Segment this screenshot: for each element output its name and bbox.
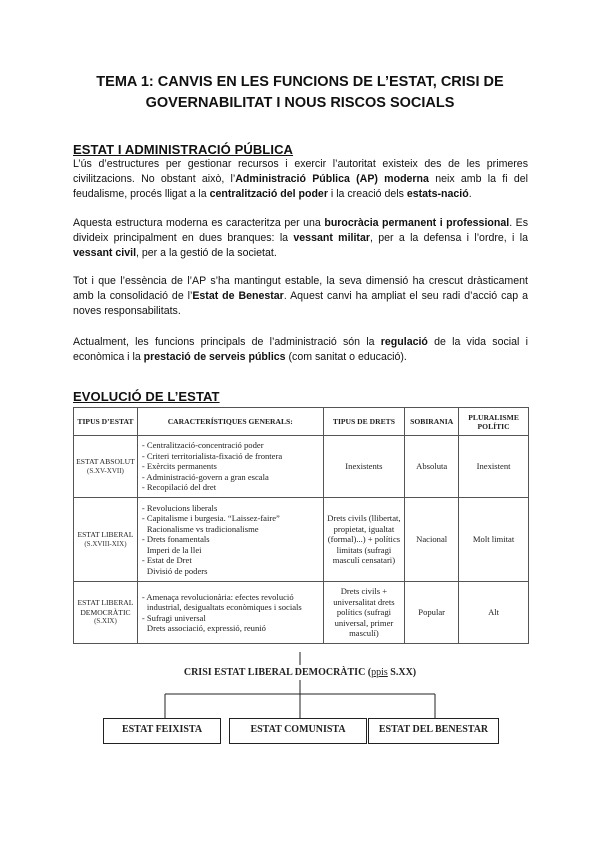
paragraph-welfare: Tot i que l’essència de l’AP s’ha mantingut estable, la seva dimensió ha crescut dràsticament amb la consolidació de l’Estat de Benestar. Aquest canvi ha ampliat el seu radi d’acció cap a noves responsabilitats. [73,275,528,317]
table-header-row [74,408,529,436]
characteristics-cell: - Centralització-concentració poder - Criteri territorialista-fixació de frontera - Exèrcits permanents - Administració-govern a gran escala - Recopilació del dret [137,436,323,498]
header-sobirania: SOBIRANIA [405,408,459,436]
state-name-cell: ESTAT LIBERAL DEMOCRÀTIC (S.XIX) [74,582,138,644]
state-name-cell: ESTAT LIBERAL (S.XVIII-XIX) [74,498,138,582]
pluralism-cell: Alt [459,582,529,644]
sovereignty-cell: Nacional [405,498,459,582]
page-title-line2: GOVERNABILITAT I NOUS RISCOS SOCIALS [145,95,455,111]
pluralism-cell: Inexistent [459,436,529,498]
evolution-table [73,407,529,644]
characteristics-cell: - Amenaça revolucionària: efectes revolució industrial, desigualtats econòmiques i socials - Sufragi universal Drets associació, expressió, reunió [137,582,323,644]
rights-cell: Drets civils + universalitat drets polítics (sufragi universal, primer masculí) [323,582,405,644]
paragraph-origins: L’ús d’estructures per gestionar recursos i exercir l’autoritat existeix des de les primeres civilitzacions. No obstant això, l’Administració Pública (AP) moderna neix amb la fi del feudalisme, procés lligat a la centralització del poder i la creació dels estats-nació. [73,158,528,200]
table-row [74,498,529,582]
header-drets: TIPUS DE DRETS [323,408,405,436]
header-tipus: TIPUS D’ESTAT [74,408,138,436]
sovereignty-cell: Absoluta [405,436,459,498]
paragraph-functions: Actualment, les funcions principals de l’administració són la regulació de la vida social i econòmica i la prestació de serveis públics (com sanitat o educació). [73,336,528,363]
header-caracteristiques: CARACTERÍSTIQUES GENERALS: [137,408,323,436]
rights-cell: Inexistents [323,436,405,498]
sovereignty-cell: Popular [405,582,459,644]
page-title-line1: TEMA 1: CANVIS EN LES FUNCIONS DE L’ESTAT, CRISI DE [96,74,504,90]
box-estat-comunista: ESTAT COMUNISTA [229,718,367,744]
box-estat-benestar: ESTAT DEL BENESTAR [368,718,499,744]
table-row [74,436,529,498]
rights-cell: Drets civils (llibertat, propietat, igualtat (formal)...) + polítics limitats (sufragi masculí censatari) [323,498,405,582]
characteristics-cell: - Revolucions liberals - Capitalisme i burgesia. “Laissez-faire” Racionalisme vs tradicionalisme - Drets fonamentals Imperi de la llei - Estat de Dret Divisió de poders [137,498,323,582]
box-estat-feixista: ESTAT FEIXISTA [103,718,221,744]
page-title [60,72,540,114]
section-heading-evolucio: EVOLUCIÓ DE L’ESTAT [73,389,220,404]
paragraph-structure: Aquesta estructura moderna es caracteritza per una burocràcia permanent i professional. Es divideix principalment en dues branques: la vessant militar, per a la defensa i l’ordre, i la vessant civil, per a la gestió de la societat. [73,217,529,259]
table-row [74,582,529,644]
header-pluralisme: PLURALISME POLÍTIC [459,408,529,436]
pluralism-cell: Molt limitat [459,498,529,582]
section-heading-estat: ESTAT I ADMINISTRACIÓ PÚBLICA [73,142,294,157]
state-name-cell: ESTAT ABSOLUT (S.XV-XVII) [74,436,138,498]
crisis-title: CRISI ESTAT LIBERAL DEMOCRÀTIC (ppis S.XX) [183,667,417,678]
